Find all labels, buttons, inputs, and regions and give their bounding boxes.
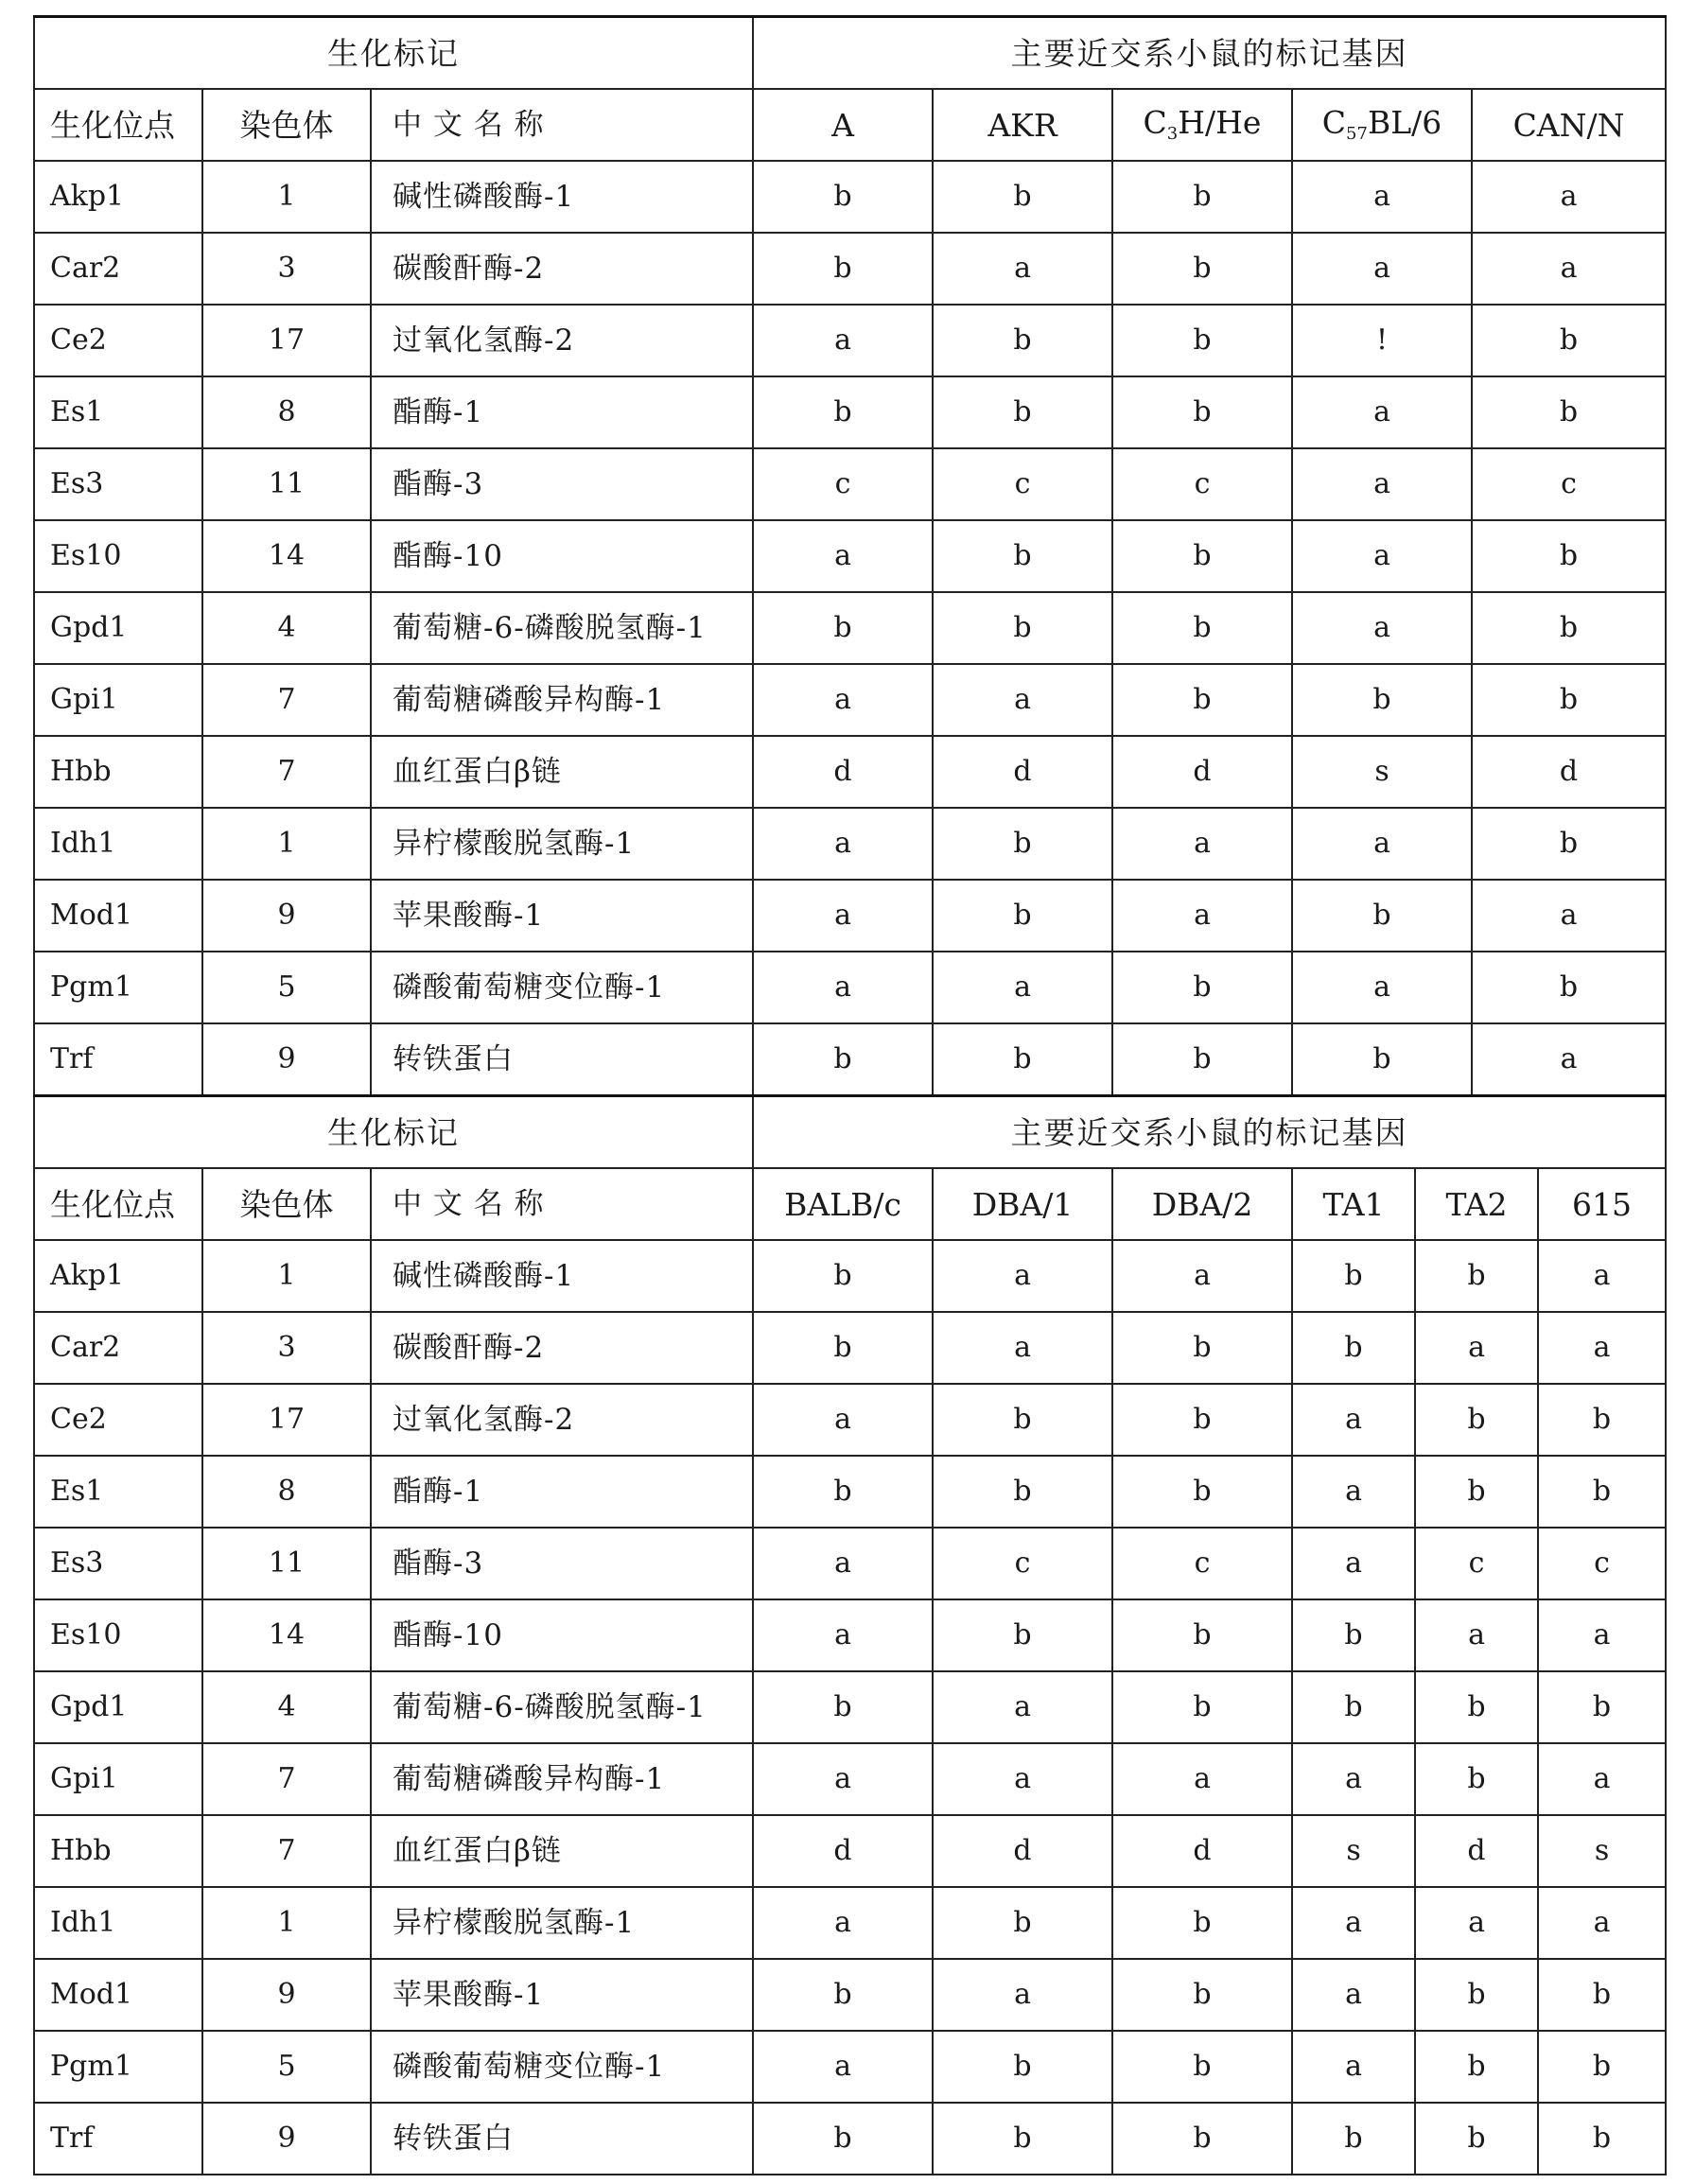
table-row	[34, 1887, 1666, 1959]
chromosome-cell: 5	[202, 952, 371, 1023]
allele-cell: b	[753, 1312, 933, 1384]
allele-cell: b	[1538, 2103, 1666, 2175]
allele-cell: a	[753, 952, 933, 1023]
allele-cell: b	[1112, 1887, 1292, 1959]
allele-cell: b	[1415, 1240, 1538, 1312]
group-header-row	[34, 1096, 1666, 1169]
table-row	[34, 664, 1666, 736]
allele-cell: a	[1415, 1887, 1538, 1959]
table-row	[34, 1456, 1666, 1528]
allele-cell: b	[1112, 592, 1292, 664]
allele-cell: a	[1292, 1528, 1415, 1599]
allele-cell: b	[1292, 664, 1472, 736]
allele-cell: c	[1472, 448, 1666, 520]
allele-cell: a	[753, 1528, 933, 1599]
allele-cell: s	[1538, 1815, 1666, 1887]
chinese-name-cell: 异柠檬酸脱氢酶-1	[371, 1887, 753, 1959]
table-row	[34, 1671, 1666, 1743]
allele-cell: b	[933, 1456, 1112, 1528]
strain-column-header	[1112, 89, 1292, 161]
chinese-name-cell: 过氧化氢酶-2	[371, 305, 753, 376]
table-row	[34, 1599, 1666, 1671]
allele-cell: a	[753, 880, 933, 952]
allele-cell: a	[933, 1671, 1112, 1743]
locus-cell: Gpi1	[34, 664, 202, 736]
chromosome-cell: 8	[202, 376, 371, 448]
allele-cell: a	[1112, 880, 1292, 952]
allele-cell: b	[1112, 376, 1292, 448]
chinese-name-cell: 苹果酸酶-1	[371, 1959, 753, 2031]
chinese-name-cell: 葡萄糖磷酸异构酶-1	[371, 664, 753, 736]
marker-group-header: 生化标记	[34, 17, 753, 90]
locus-cell: Mod1	[34, 1959, 202, 2031]
allele-cell: b	[1415, 2031, 1538, 2103]
strain-subscript: 3	[1166, 124, 1179, 144]
chromosome-cell: 17	[202, 1384, 371, 1456]
chinese-name-cell: 酯酶-1	[371, 1456, 753, 1528]
locus-cell: Pgm1	[34, 2031, 202, 2103]
allele-cell: d	[753, 736, 933, 808]
chinese-name-cell: 碳酸酐酶-2	[371, 233, 753, 305]
chromosome-cell: 7	[202, 1815, 371, 1887]
allele-cell: a	[1538, 1599, 1666, 1671]
allele-cell: b	[1292, 1240, 1415, 1312]
chromosome-cell: 7	[202, 736, 371, 808]
allele-cell: b	[1472, 520, 1666, 592]
strain-name: CAN/N	[1512, 106, 1625, 144]
allele-cell: a	[1292, 520, 1472, 592]
chinese-name-cell: 转铁蛋白	[371, 2103, 753, 2175]
allele-cell: a	[753, 808, 933, 880]
allele-cell: b	[1112, 664, 1292, 736]
chromosome-cell: 11	[202, 1528, 371, 1599]
allele-cell: b	[1112, 1959, 1292, 2031]
allele-cell: b	[1415, 1959, 1538, 2031]
strain-name-suffix: BL/6	[1367, 104, 1442, 141]
allele-cell: a	[1292, 1456, 1415, 1528]
chromosome-cell: 8	[202, 1456, 371, 1528]
allele-cell: d	[1415, 1815, 1538, 1887]
allele-cell: a	[1292, 161, 1472, 233]
table-row	[34, 880, 1666, 952]
strain-name: C	[1321, 104, 1347, 141]
strain-name: A	[831, 106, 854, 144]
allele-cell: b	[1292, 1312, 1415, 1384]
allele-cell: a	[1292, 1887, 1415, 1959]
allele-cell: b	[1112, 952, 1292, 1023]
chromosome-cell: 7	[202, 1743, 371, 1815]
allele-cell: d	[753, 1815, 933, 1887]
locus-cell: Gpd1	[34, 592, 202, 664]
allele-cell: a	[933, 1959, 1112, 2031]
allele-cell: b	[933, 2103, 1112, 2175]
allele-cell: b	[1112, 161, 1292, 233]
locus-cell: Car2	[34, 1312, 202, 1384]
allele-cell: c	[1112, 448, 1292, 520]
allele-cell: b	[1415, 2103, 1538, 2175]
allele-cell: b	[933, 161, 1112, 233]
allele-cell: b	[1292, 880, 1472, 952]
allele-cell: a	[753, 1743, 933, 1815]
locus-cell: Hbb	[34, 736, 202, 808]
chinese-name-cell: 酯酶-3	[371, 1528, 753, 1599]
table-row	[34, 952, 1666, 1023]
allele-cell: c	[933, 448, 1112, 520]
allele-cell: a	[753, 1599, 933, 1671]
allele-cell: a	[1538, 1312, 1666, 1384]
allele-cell: b	[1112, 2031, 1292, 2103]
allele-cell: !	[1292, 305, 1472, 376]
chinese-name-cell: 过氧化氢酶-2	[371, 1384, 753, 1456]
table-row	[34, 1959, 1666, 2031]
table-row	[34, 1815, 1666, 1887]
locus-column-header: 生化位点	[34, 1168, 202, 1240]
chinese-name-cell: 酯酶-10	[371, 1599, 753, 1671]
locus-cell: Idh1	[34, 1887, 202, 1959]
locus-cell: Trf	[34, 2103, 202, 2175]
locus-cell: Es3	[34, 1528, 202, 1599]
strain-column-header	[933, 89, 1112, 161]
allele-cell: b	[1112, 305, 1292, 376]
strain-marker-table-1	[33, 15, 1667, 1096]
strain-column-header: 615	[1538, 1168, 1666, 1240]
allele-cell: a	[1112, 808, 1292, 880]
allele-cell: b	[753, 233, 933, 305]
allele-cell: b	[1415, 1743, 1538, 1815]
table-row	[34, 2031, 1666, 2103]
allele-cell: b	[1472, 305, 1666, 376]
locus-cell: Es1	[34, 1456, 202, 1528]
allele-cell: a	[1292, 376, 1472, 448]
allele-cell: a	[1292, 1959, 1415, 2031]
allele-cell: b	[933, 520, 1112, 592]
allele-cell: a	[1292, 808, 1472, 880]
allele-cell: c	[933, 1528, 1112, 1599]
allele-cell: b	[1472, 952, 1666, 1023]
allele-cell: a	[1538, 1743, 1666, 1815]
allele-cell: b	[1112, 520, 1292, 592]
allele-cell: c	[1415, 1528, 1538, 1599]
allele-cell: b	[1538, 1671, 1666, 1743]
strain-column-header: DBA/2	[1112, 1168, 1292, 1240]
chinese-name-cell: 异柠檬酸脱氢酶-1	[371, 808, 753, 880]
allele-cell: b	[1472, 664, 1666, 736]
strain-subscript: 57	[1346, 124, 1368, 144]
chinese-name-cell: 酯酶-1	[371, 376, 753, 448]
chromosome-cell: 9	[202, 2103, 371, 2175]
strain-column-header	[753, 89, 933, 161]
allele-cell: a	[1415, 1599, 1538, 1671]
allele-cell: a	[1472, 233, 1666, 305]
allele-cell: b	[933, 1384, 1112, 1456]
allele-cell: a	[753, 1384, 933, 1456]
locus-cell: Ce2	[34, 305, 202, 376]
allele-cell: b	[1112, 1599, 1292, 1671]
locus-cell: Gpi1	[34, 1743, 202, 1815]
chinese-name-cell: 碱性磷酸酶-1	[371, 161, 753, 233]
chromosome-column-header: 染色体	[202, 89, 371, 161]
allele-cell: d	[933, 736, 1112, 808]
allele-cell: a	[933, 233, 1112, 305]
allele-cell: a	[933, 952, 1112, 1023]
allele-cell: a	[933, 1312, 1112, 1384]
allele-cell: b	[1112, 1671, 1292, 1743]
chinese-name-cell: 磷酸葡萄糖变位酶-1	[371, 952, 753, 1023]
allele-cell: b	[753, 376, 933, 448]
strain-name: AKR	[987, 106, 1057, 144]
allele-cell: a	[1415, 1312, 1538, 1384]
chromosome-cell: 3	[202, 1312, 371, 1384]
allele-cell: b	[1112, 1384, 1292, 1456]
allele-cell: a	[1292, 448, 1472, 520]
strain-column-header: TA1	[1292, 1168, 1415, 1240]
locus-cell: Car2	[34, 233, 202, 305]
allele-cell: a	[1112, 1743, 1292, 1815]
table-row	[34, 1384, 1666, 1456]
locus-cell: Es3	[34, 448, 202, 520]
chromosome-cell: 7	[202, 664, 371, 736]
allele-cell: a	[1292, 1384, 1415, 1456]
allele-cell: b	[1472, 592, 1666, 664]
allele-cell: a	[753, 2031, 933, 2103]
allele-cell: d	[1472, 736, 1666, 808]
chinese-name-cell: 苹果酸酶-1	[371, 880, 753, 952]
column-header-row	[34, 89, 1666, 161]
chromosome-cell: 11	[202, 448, 371, 520]
locus-cell: Es10	[34, 1599, 202, 1671]
allele-cell: a	[933, 1743, 1112, 1815]
allele-cell: b	[933, 1599, 1112, 1671]
strain-name-suffix: H/He	[1178, 104, 1262, 141]
allele-cell: d	[1112, 1815, 1292, 1887]
allele-cell: a	[1472, 1023, 1666, 1095]
marker-group-header: 生化标记	[34, 1096, 753, 1169]
allele-cell: b	[933, 376, 1112, 448]
locus-cell: Hbb	[34, 1815, 202, 1887]
table-row	[34, 520, 1666, 592]
allele-cell: b	[933, 2031, 1112, 2103]
allele-cell: b	[933, 305, 1112, 376]
chinese-name-column-header: 中 文 名 称	[371, 89, 753, 161]
strain-column-header	[1292, 89, 1472, 161]
allele-cell: b	[1292, 1671, 1415, 1743]
chinese-name-cell: 酯酶-10	[371, 520, 753, 592]
chinese-name-cell: 碳酸酐酶-2	[371, 1312, 753, 1384]
allele-cell: b	[1415, 1384, 1538, 1456]
allele-cell: b	[753, 1023, 933, 1095]
locus-cell: Akp1	[34, 161, 202, 233]
allele-cell: b	[1538, 2031, 1666, 2103]
allele-cell: a	[1292, 592, 1472, 664]
allele-cell: d	[1112, 736, 1292, 808]
table-row	[34, 1743, 1666, 1815]
allele-cell: b	[1112, 1312, 1292, 1384]
allele-cell: b	[1538, 1456, 1666, 1528]
locus-cell: Gpd1	[34, 1671, 202, 1743]
chinese-name-cell: 磷酸葡萄糖变位酶-1	[371, 2031, 753, 2103]
strain-column-header: TA2	[1415, 1168, 1538, 1240]
table-row	[34, 448, 1666, 520]
locus-cell: Akp1	[34, 1240, 202, 1312]
chromosome-column-header: 染色体	[202, 1168, 371, 1240]
table-row	[34, 1312, 1666, 1384]
allele-cell: b	[1538, 1384, 1666, 1456]
locus-cell: Pgm1	[34, 952, 202, 1023]
allele-cell: b	[1538, 1959, 1666, 2031]
chromosome-cell: 4	[202, 592, 371, 664]
allele-cell: b	[1472, 376, 1666, 448]
allele-cell: b	[1112, 2103, 1292, 2175]
allele-cell: b	[1112, 1023, 1292, 1095]
table-row	[34, 1528, 1666, 1599]
strain-marker-table-2	[33, 1094, 1667, 2175]
allele-cell: c	[1538, 1528, 1666, 1599]
allele-cell: a	[1292, 1743, 1415, 1815]
allele-cell: b	[753, 2103, 933, 2175]
allele-cell: s	[1292, 1815, 1415, 1887]
allele-cell: b	[1292, 1023, 1472, 1095]
table-row	[34, 376, 1666, 448]
table-row	[34, 1023, 1666, 1095]
allele-cell: a	[1292, 233, 1472, 305]
allele-cell: a	[753, 1887, 933, 1959]
allele-cell: s	[1292, 736, 1472, 808]
allele-cell: a	[1112, 1240, 1292, 1312]
allele-cell: b	[1112, 233, 1292, 305]
chromosome-cell: 4	[202, 1671, 371, 1743]
chromosome-cell: 9	[202, 1959, 371, 2031]
table-row	[34, 736, 1666, 808]
chromosome-cell: 1	[202, 808, 371, 880]
allele-cell: a	[1472, 880, 1666, 952]
locus-cell: Ce2	[34, 1384, 202, 1456]
allele-cell: d	[933, 1815, 1112, 1887]
allele-cell: b	[1472, 808, 1666, 880]
allele-cell: a	[1538, 1887, 1666, 1959]
allele-cell: b	[753, 1456, 933, 1528]
locus-cell: Es1	[34, 376, 202, 448]
allele-cell: b	[753, 592, 933, 664]
strain-column-header	[1472, 89, 1666, 161]
allele-cell: b	[1415, 1671, 1538, 1743]
chromosome-cell: 9	[202, 1023, 371, 1095]
allele-cell: b	[933, 808, 1112, 880]
chromosome-cell: 14	[202, 1599, 371, 1671]
strain-group-header: 主要近交系小鼠的标记基因	[753, 1096, 1666, 1169]
table-row	[34, 305, 1666, 376]
table-row	[34, 2103, 1666, 2175]
table-row	[34, 233, 1666, 305]
chinese-name-cell: 酯酶-3	[371, 448, 753, 520]
chinese-name-cell: 葡萄糖-6-磷酸脱氢酶-1	[371, 592, 753, 664]
chromosome-cell: 9	[202, 880, 371, 952]
chromosome-cell: 14	[202, 520, 371, 592]
chromosome-cell: 1	[202, 161, 371, 233]
chinese-name-cell: 碱性磷酸酶-1	[371, 1240, 753, 1312]
allele-cell: b	[933, 592, 1112, 664]
strain-group-header: 主要近交系小鼠的标记基因	[753, 17, 1666, 90]
allele-cell: b	[933, 880, 1112, 952]
locus-cell: Idh1	[34, 808, 202, 880]
locus-cell: Es10	[34, 520, 202, 592]
locus-cell: Mod1	[34, 880, 202, 952]
table-row	[34, 592, 1666, 664]
table-row	[34, 808, 1666, 880]
column-header-row	[34, 1168, 1666, 1240]
chromosome-cell: 1	[202, 1887, 371, 1959]
allele-cell: b	[753, 1671, 933, 1743]
allele-cell: a	[753, 520, 933, 592]
allele-cell: b	[1292, 2103, 1415, 2175]
allele-cell: a	[933, 1240, 1112, 1312]
strain-column-header: DBA/1	[933, 1168, 1112, 1240]
locus-cell: Trf	[34, 1023, 202, 1095]
allele-cell: c	[753, 448, 933, 520]
allele-cell: b	[753, 161, 933, 233]
page	[33, 15, 1665, 2175]
allele-cell: a	[1292, 2031, 1415, 2103]
chromosome-cell: 3	[202, 233, 371, 305]
strain-name: C	[1143, 104, 1167, 141]
allele-cell: a	[933, 664, 1112, 736]
table-row	[34, 1240, 1666, 1312]
allele-cell: b	[753, 1240, 933, 1312]
allele-cell: b	[1292, 1599, 1415, 1671]
chromosome-cell: 1	[202, 1240, 371, 1312]
allele-cell: a	[1292, 952, 1472, 1023]
table-row	[34, 161, 1666, 233]
chinese-name-cell: 血红蛋白β链	[371, 736, 753, 808]
allele-cell: a	[1538, 1240, 1666, 1312]
chinese-name-column-header: 中 文 名 称	[371, 1168, 753, 1240]
allele-cell: a	[1472, 161, 1666, 233]
allele-cell: b	[933, 1887, 1112, 1959]
group-header-row	[34, 17, 1666, 90]
chinese-name-cell: 葡萄糖磷酸异构酶-1	[371, 1743, 753, 1815]
chromosome-cell: 5	[202, 2031, 371, 2103]
allele-cell: a	[753, 305, 933, 376]
allele-cell: b	[933, 1023, 1112, 1095]
allele-cell: a	[753, 664, 933, 736]
strain-column-header: BALB/c	[753, 1168, 933, 1240]
locus-column-header: 生化位点	[34, 89, 202, 161]
chinese-name-cell: 转铁蛋白	[371, 1023, 753, 1095]
allele-cell: b	[1112, 1456, 1292, 1528]
chromosome-cell: 17	[202, 305, 371, 376]
chinese-name-cell: 血红蛋白β链	[371, 1815, 753, 1887]
allele-cell: b	[753, 1959, 933, 2031]
allele-cell: b	[1415, 1456, 1538, 1528]
chinese-name-cell: 葡萄糖-6-磷酸脱氢酶-1	[371, 1671, 753, 1743]
allele-cell: c	[1112, 1528, 1292, 1599]
